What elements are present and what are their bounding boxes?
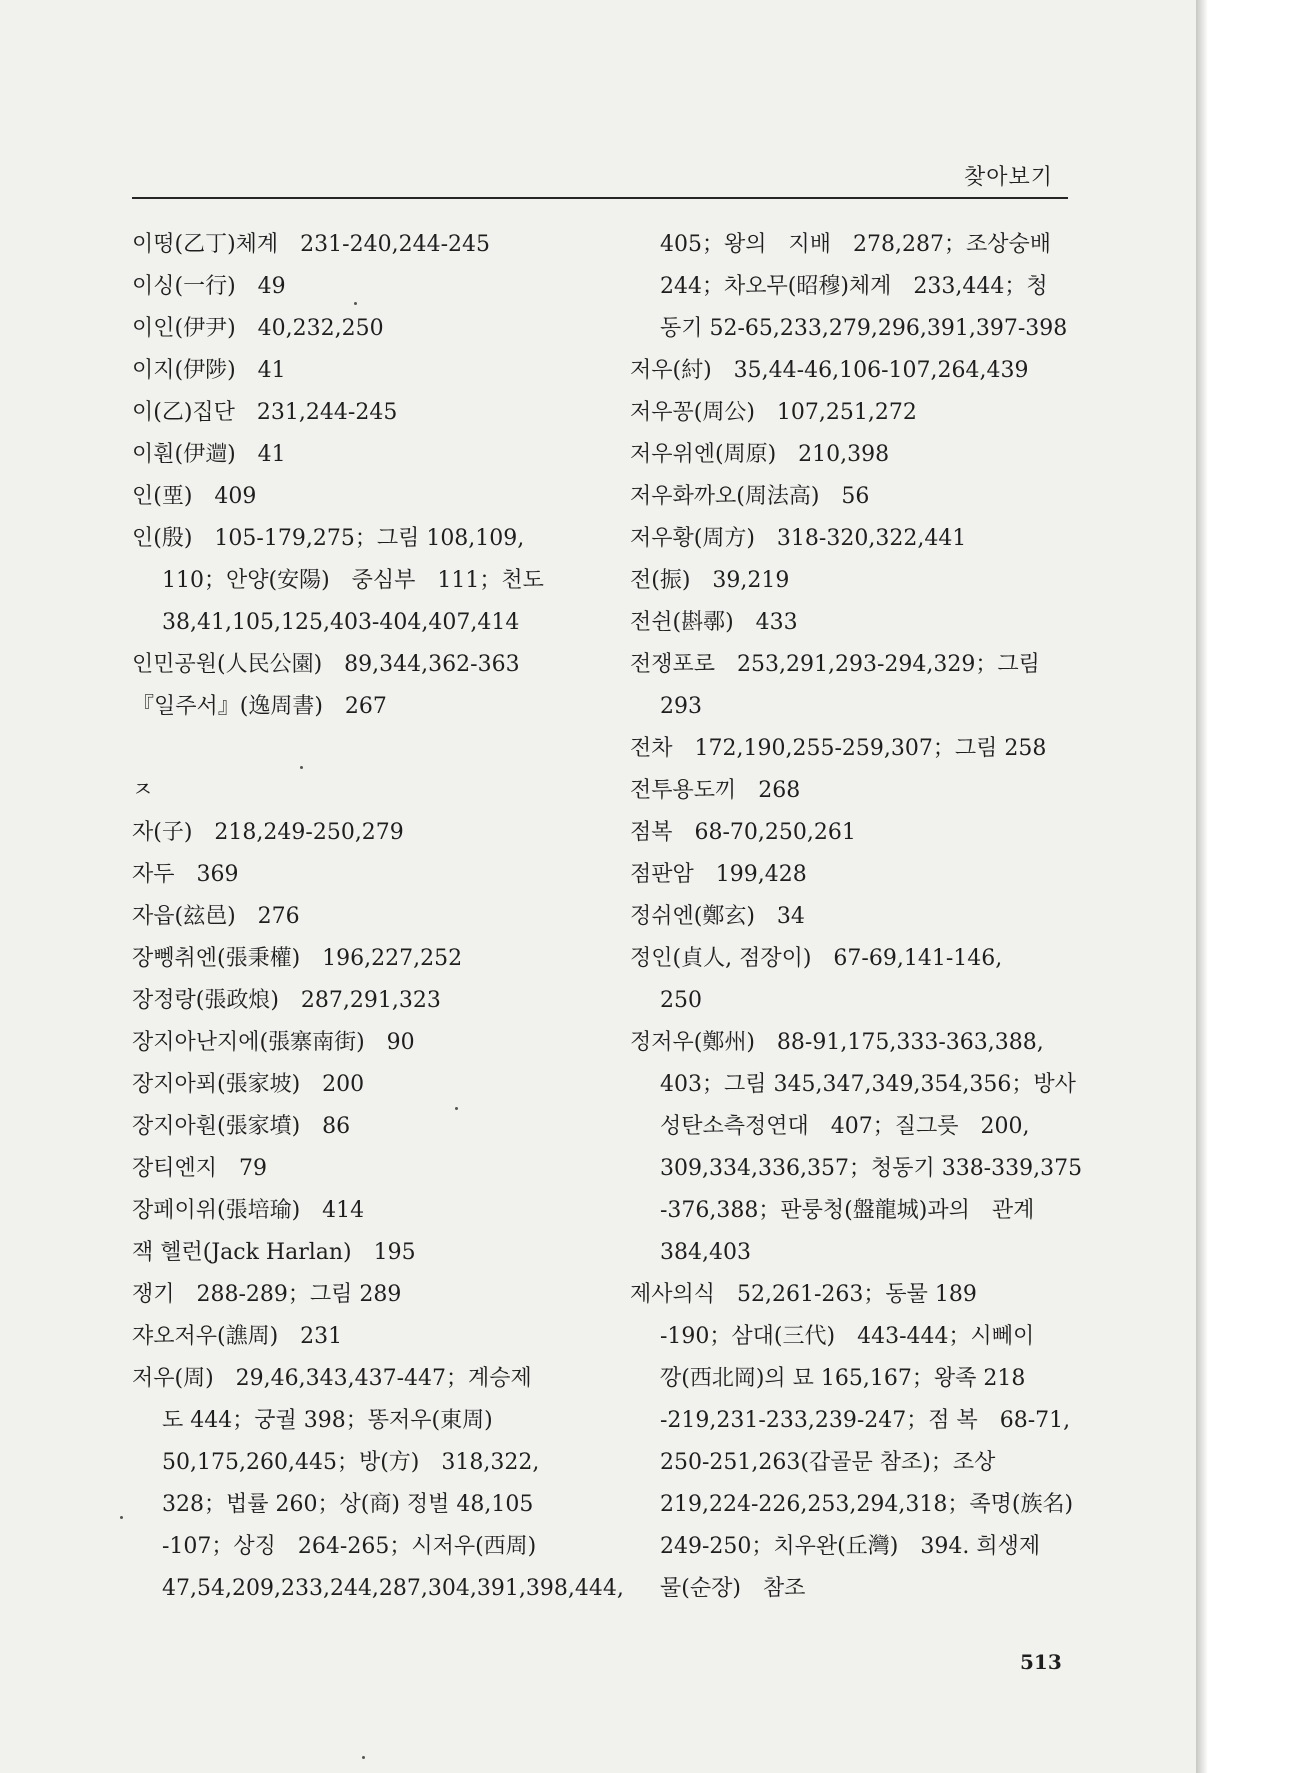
index-entry-line: 전쟁포로 253,291,293-294,329；그림 [630,652,1040,677]
index-entry-line: 384,403 [660,1240,751,1265]
index-entry-line: 인(垔) 409 [132,484,257,509]
index-entry-line: 저우(紂) 35,44-46,106-107,264,439 [630,358,1029,383]
index-entry-line: 저우(周) 29,46,343,437-447；계승제 [132,1366,532,1391]
paper-speck [455,1107,458,1110]
index-entry-line: 장지아난지에(張寨南街) 90 [132,1030,415,1055]
blank-line [132,728,592,770]
index-entry-line: 328；법률 260；상(商) 정벌 48,105 [162,1492,534,1517]
index-entry-line: 제사의식 52,261-263；동물 189 [630,1282,977,1307]
index-entry-line: 110；안양(安陽) 중심부 111；천도 [162,568,544,593]
index-entry-line: 405；왕의 지배 278,287；조상숭배 [660,232,1051,257]
index-entry-line: 정저우(鄭州) 88-91,175,333-363,388, [630,1030,1044,1055]
index-entry-line: 쟁기 288-289；그림 289 [132,1282,402,1307]
index-entry-line: ㅈ [132,778,154,803]
index-entry-line: 250 [660,988,702,1013]
index-entry-line: 장지아푀(張家坡) 200 [132,1072,365,1097]
index-entry-line: 이인(伊尹) 40,232,250 [132,316,384,341]
index-entry-line: -219,231-233,239-247；점 복 68-71, [660,1408,1071,1433]
index-entry-line: 잭 헬런(Jack Harlan) 195 [132,1240,416,1265]
index-entry-line: 정쉬엔(鄭玄) 34 [630,904,805,929]
index-entry-line: 전쉰(斟鄩) 433 [630,610,798,635]
index-entry-line: 인민공원(人民公園) 89,344,362-363 [132,652,520,677]
index-entry-line: 293 [660,694,702,719]
index-entry-line: 자(子) 218,249-250,279 [132,820,404,845]
index-entry-line: 250-251,263(갑골문 참조)；조상 [660,1450,996,1475]
index-entry-line: 이지(伊陟) 41 [132,358,286,383]
paper-speck [354,302,357,305]
index-entry-line: 전차 172,190,255-259,307；그림 258 [630,736,1047,761]
index-column-right [630,224,1090,1610]
index-entry-line: 이훤(伊𨗞) 41 [132,442,286,467]
index-entry-line: 219,224-226,253,294,318；족명(族名) [660,1492,1074,1517]
index-entry-line: 점복 68-70,250,261 [630,820,856,845]
index-entry-line: 장지아훤(張家墳) 86 [132,1114,351,1139]
index-entry-line: 50,175,260,445；방(方) 318,322, [162,1450,540,1475]
index-entry-line: 자읍(玆邑) 276 [132,904,300,929]
index-entry-line: 이떵(乙丁)체계 231-240,244-245 [132,232,490,257]
index-entry-line: 쟈오저우(譙周) 231 [132,1324,343,1349]
index-column-left [132,224,624,1610]
page-edge-shadow [1196,0,1208,1773]
paper-speck [300,766,303,769]
index-entry-line: 자두 369 [132,862,239,887]
index-entry-line: 47,54,209,233,244,287,304,391,398,444, [162,1576,624,1601]
index-entry-line: 물(순장) 참조 [660,1576,806,1601]
index-entry-line: 인(殷) 105-179,275；그림 108,109, [132,526,525,551]
index-entry-line: 점판암 199,428 [630,862,807,887]
index-entry-line: 장뼁취엔(張秉權) 196,227,252 [132,946,463,971]
running-header: 찾아보기 [964,165,1054,190]
index-entry-line: 249-250；치우완(丘灣) 394. 희생제 [660,1534,1041,1559]
index-entry-line: 저우화까오(周法高) 56 [630,484,870,509]
index-entry-line: 전(振) 39,219 [630,568,790,593]
index-entry-line: 동기 52-65,233,279,296,391,397-398 [660,316,1068,341]
index-entry-line: 성탄소측정연대 407；질그릇 200, [660,1114,1030,1139]
index-entry-line: 저우황(周方) 318-320,322,441 [630,526,967,551]
index-entry-line: -376,388；판룽청(盤龍城)과의 관계 [660,1198,1035,1223]
index-entry-line: -107；상징 264-265；시저우(西周) [162,1534,537,1559]
index-entry-line: 장페이위(張培瑜) 414 [132,1198,365,1223]
index-entry-line: 『일주서』(逸周書) 267 [132,694,387,719]
index-entry-line: 장정랑(張政烺) 287,291,323 [132,988,441,1013]
index-entry-line: 38,41,105,125,403-404,407,414 [162,610,520,635]
index-entry-line: 이(乙)집단 231,244-245 [132,400,398,425]
paper-speck [120,1516,123,1519]
header-rule [132,197,1068,199]
index-entry-line: 저우꽁(周公) 107,251,272 [630,400,917,425]
index-entry-line: 403；그림 345,347,349,354,356；방사 [660,1072,1076,1097]
index-entry-line: 정인(貞人, 점장이) 67-69,141-146, [630,946,1003,971]
index-entry-line: 저우위엔(周原) 210,398 [630,442,890,467]
index-entry-line: -190；삼대(三代) 443-444；시뻬이 [660,1324,1035,1349]
index-entry-line: 도 444；궁궐 398；똥저우(東周) [162,1408,493,1433]
index-entry-line: 244；차오무(昭穆)체계 233,444；청 [660,274,1048,299]
index-entry-line: 전투용도끼 268 [630,778,801,803]
index-entry-line: 이싱(一行) 49 [132,274,286,299]
index-entry-line: 깡(西北岡)의 묘 165,167；왕족 218 [660,1366,1026,1391]
index-entry-line: 309,334,336,357；청동기 338-339,375 [660,1156,1083,1181]
index-entry-line: 장티엔지 79 [132,1156,268,1181]
paper-speck [362,1756,365,1759]
page-number: 513 [1020,1650,1062,1674]
